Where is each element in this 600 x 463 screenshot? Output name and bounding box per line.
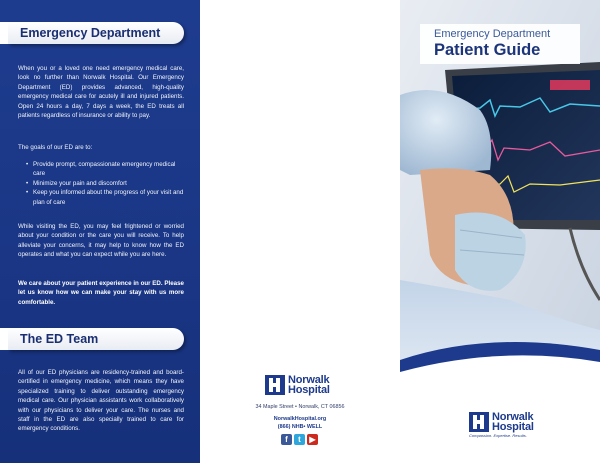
logo-text: Hospital <box>288 384 330 396</box>
cover-title-card <box>420 24 580 64</box>
feedback-paragraph: We care about your patient experience in our ED. Please let us know how we can make your stay with us more comfortable. <box>18 280 184 306</box>
logo-text: Norwalk <box>288 374 330 386</box>
hospital-logo <box>469 412 534 438</box>
section-tab-emergency-department <box>8 22 184 44</box>
section-heading: Emergency Department <box>20 26 161 40</box>
list-item: • Keep you informed about the progress of your visit and plan of care <box>26 188 186 207</box>
intro-paragraph: When you or a loved one need emergency medical care, look no further than Norwalk Hospital. Our Emergency Department (ED) provides advanced, high-quality emergency medical care for acutely ill and injured patients. Open 24 hours a day, 7 days a week, the ED treats all patients regardless of insurance or ability to pay. <box>18 65 184 120</box>
list-item: • Minimize your pain and discomfort <box>26 179 186 188</box>
facebook-icon[interactable]: f <box>281 434 292 445</box>
logo-text: Hospital <box>492 421 534 433</box>
address: 34 Maple Street • Norwalk, CT 06856 <box>255 404 345 410</box>
hospital-logo-icon <box>265 375 285 395</box>
logo-tagline: Compassion. Expertise. Results. <box>469 433 527 438</box>
twitter-icon[interactable]: t <box>294 434 305 445</box>
youtube-icon[interactable]: ▶ <box>307 434 318 445</box>
social-links <box>281 434 318 445</box>
cover-panel <box>400 0 600 463</box>
back-panel <box>200 0 400 463</box>
team-paragraph: All of our ED physicians are residency-trained and board-certified in emergency medicine, which means they have specialized training to deliver outstanding emergency medical care. Our physician assistants work collaboratively with our physicians to deliver your care. The nurses and staff in the ED are also specially trained to care for emergency conditions. <box>18 369 184 433</box>
cover-subtitle: Emergency Department <box>434 28 551 40</box>
hospital-logo-icon <box>469 412 489 432</box>
website-link[interactable]: NorwalkHospital.org <box>273 416 327 422</box>
hospital-logo <box>265 375 339 401</box>
visiting-paragraph: While visiting the ED, you may feel frightened or worried about your condition or the care you will receive. To help alleviate your concerns, it may help to know how the ED operates and what you can expect while you are here. <box>18 223 184 259</box>
goals-intro: The goals of our ED are to: <box>18 144 93 151</box>
left-panel <box>0 0 200 463</box>
list-item: • Provide prompt, compassionate emergency medical care <box>26 160 186 179</box>
logo-text: Norwalk <box>492 411 534 423</box>
phone-number: (866) NHB• WELL <box>277 424 323 430</box>
cover-title: Patient Guide <box>434 41 541 59</box>
goals-list <box>26 160 186 207</box>
section-tab-ed-team <box>8 328 184 350</box>
section-heading: The ED Team <box>20 332 99 346</box>
